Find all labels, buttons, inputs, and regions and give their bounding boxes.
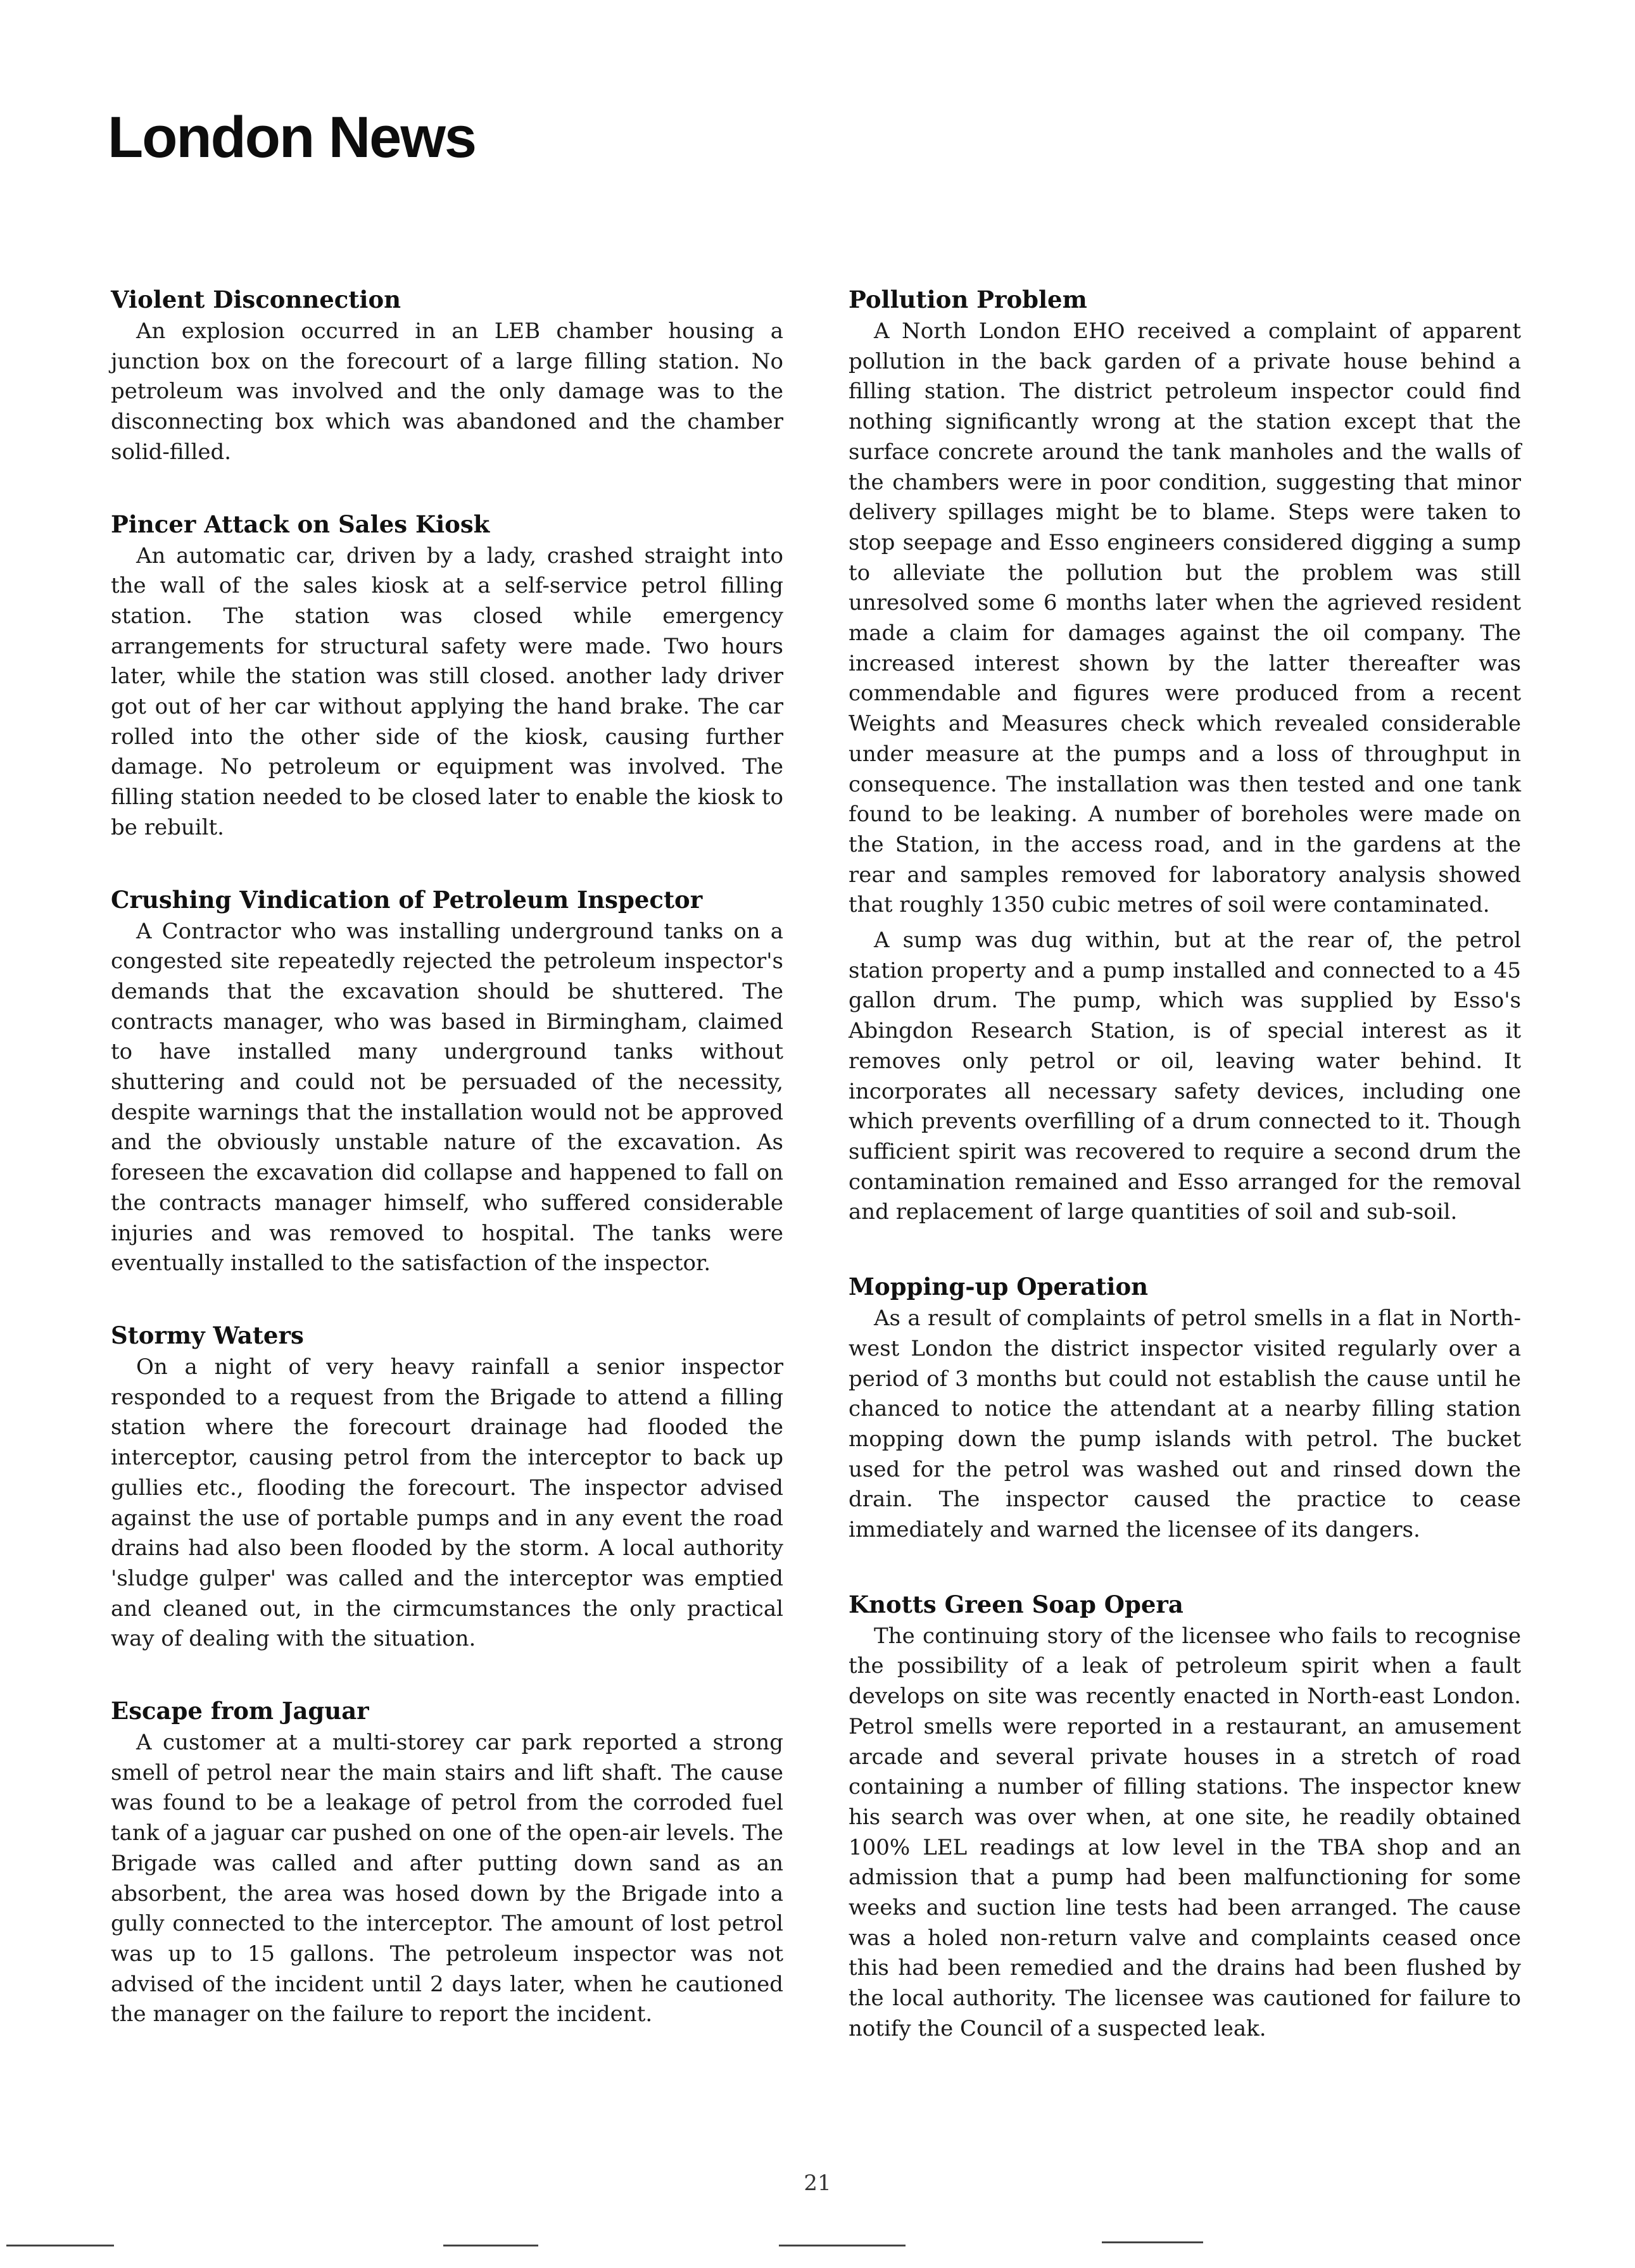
divider: [779, 2245, 906, 2246]
page-title: London News: [108, 105, 476, 170]
article: [849, 1272, 1521, 1546]
article: [111, 510, 783, 843]
left-column: [111, 285, 783, 2030]
divider: [443, 2245, 538, 2246]
article-heading: Knotts Green Soap Opera: [849, 1590, 1184, 1618]
article: [849, 1590, 1521, 2044]
article-heading: Escape from Jaguar: [111, 1697, 369, 1725]
divider: [1102, 2241, 1203, 2243]
article-paragraph: An explosion occurred in an LEB chamber housing a junction box on the forecourt of a large filling station. No petroleum was involved and the only damage was to the disconnecting box which was abandoned and the chamber solid-filled.: [111, 318, 783, 465]
article-paragraph: On a night of very heavy rainfall a senior inspector responded to a request from the Brigade to attend a filling station where the forecourt drainage had flooded the interceptor, causing petrol from the interceptor to back up gullies etc., flooding the forecourt. The inspector advised against the use of portable pumps and in any event the road drains had also been flooded by the storm. A local authority 'sludge gulper' was called and the interceptor was emptied and cleaned out, in the cirmcumstances the only practical way of dealing with the situation.: [111, 1354, 783, 1652]
article-heading: Mopping-up Operation: [849, 1273, 1149, 1301]
article-heading: Pincer Attack on Sales Kiosk: [111, 510, 490, 538]
article-heading: Stormy Waters: [111, 1321, 304, 1349]
article-paragraph: A North London EHO received a complaint of apparent pollution in the back garden of a private house behind a filling station. The district petroleum inspector could find nothing significantly wrong at the station except that the surface concrete around the tank manholes and the walls of the chambers were in poor condition, suggesting that minor delivery spillages might be to blame. Steps were taken to stop seepage and Esso engineers considered digging a sump to alleviate the pollution but the problem was still unresolved some 6 months later when the agrieved resident made a claim for damages against the oil company. The increased interest shown by the latter thereafter was commendable and figures were produced from a recent Weights and Measures check which revealed considerable under measure at the pumps and a loss of throughput in consequence. The installation was then tested and one tank found to be leaking. A number of boreholes were made on the Station, in the access road, and in the gardens at the rear and samples removed for laboratory analysis showed that roughly 1350 cubic metres of soil were contaminated.: [849, 318, 1521, 918]
article-paragraph: A Contractor who was installing underground tanks on a congested site repeatedly rejected the petroleum inspector's demands that the excavation should be shuttered. The contracts manager, who was based in Birmingham, claimed to have installed many underground tanks without shuttering and could not be persuaded of the necessity, despite warnings that the installation would not be approved and the obviously unstable nature of the excavation. As foreseen the excavation did collapse and happened to fall on the contracts manager himself, who suffered considerable injuries and was removed to hospital. The tanks were eventually installed to the satisfaction of the inspector.: [111, 918, 783, 1276]
article-paragraph: An automatic car, driven by a lady, crashed straight into the wall of the sales kiosk at a self-service petrol filling station. The station was closed while emergency arrangements for structural safety were made. Two hours later, while the station was still closed. another lady driver got out of her car without applying the hand brake. The car rolled into the other side of the kiosk, causing further damage. No petroleum or equipment was involved. The filling station needed to be closed later to enable the kiosk to be rebuilt.: [111, 543, 783, 840]
page-number: 21: [804, 2170, 831, 2196]
article-paragraph: A customer at a multi-storey car park reported a strong smell of petrol near the main stairs and lift shaft. The cause was found to be a leakage of petrol from the corroded fuel tank of a jaguar car pushed on one of the open-air levels. The Brigade was called and after putting down sand as an absorbent, the area was hosed down by the Brigade into a gully connected to the interceptor. The amount of lost petrol was up to 15 gallons. The petroleum inspector was not advised of the incident until 2 days later, when he cautioned the manager on the failure to report the incident.: [111, 1730, 783, 2027]
article: [849, 285, 1521, 1228]
divider: [6, 2245, 114, 2246]
article: [111, 1321, 783, 1654]
article: [111, 1696, 783, 2030]
article: [111, 885, 783, 1279]
article-heading: Violent Disconnection: [111, 286, 401, 313]
right-column: [849, 285, 1521, 2044]
article-paragraph: A sump was dug within, but at the rear of, the petrol station property and a pump installed and connected to a 45 gallon drum. The pump, which was supplied by Esso's Abingdon Research Station, is of special interest as it removes only petrol or oil, leaving water behind. It incorporates all necessary safety devices, including one which prevents overfilling of a drum connected to it. Though sufficient spirit was recovered to require a second drum the contamination remained and Esso arranged for the removal and replacement of large quantities of soil and sub-soil.: [849, 928, 1521, 1225]
article-paragraph: As a result of complaints of petrol smells in a flat in North-west London the district inspector visited regularly over a period of 3 months but could not establish the cause until he chanced to notice the attendant at a nearby filling station mopping down the pump islands with petrol. The bucket used for the petrol was washed out and rinsed down the drain. The inspector caused the practice to cease immediately and warned the licensee of its dangers.: [849, 1306, 1521, 1543]
article-heading: Pollution Problem: [849, 286, 1087, 313]
article: [111, 285, 783, 468]
article-heading: Crushing Vindication of Petroleum Inspector: [111, 885, 703, 914]
article-paragraph: The continuing story of the licensee who fails to recognise the possibility of a leak of petroleum spirit when a fault develops on site was recently enacted in North-east London. Petrol smells were reported in a restaurant, an amusement arcade and several private houses in a stretch of road containing a number of filling stations. The inspector knew his search was over when, at one site, he readily obtained 100% LEL readings at low level in the TBA shop and an admission that a pump had been malfunctioning for some weeks and suction line tests had been arranged. The cause was a holed non-return valve and complaints ceased once this had been remedied and the drains had been flushed by the local authority. The licensee was cautioned for failure to notify the Council of a suspected leak.: [849, 1623, 1521, 2041]
